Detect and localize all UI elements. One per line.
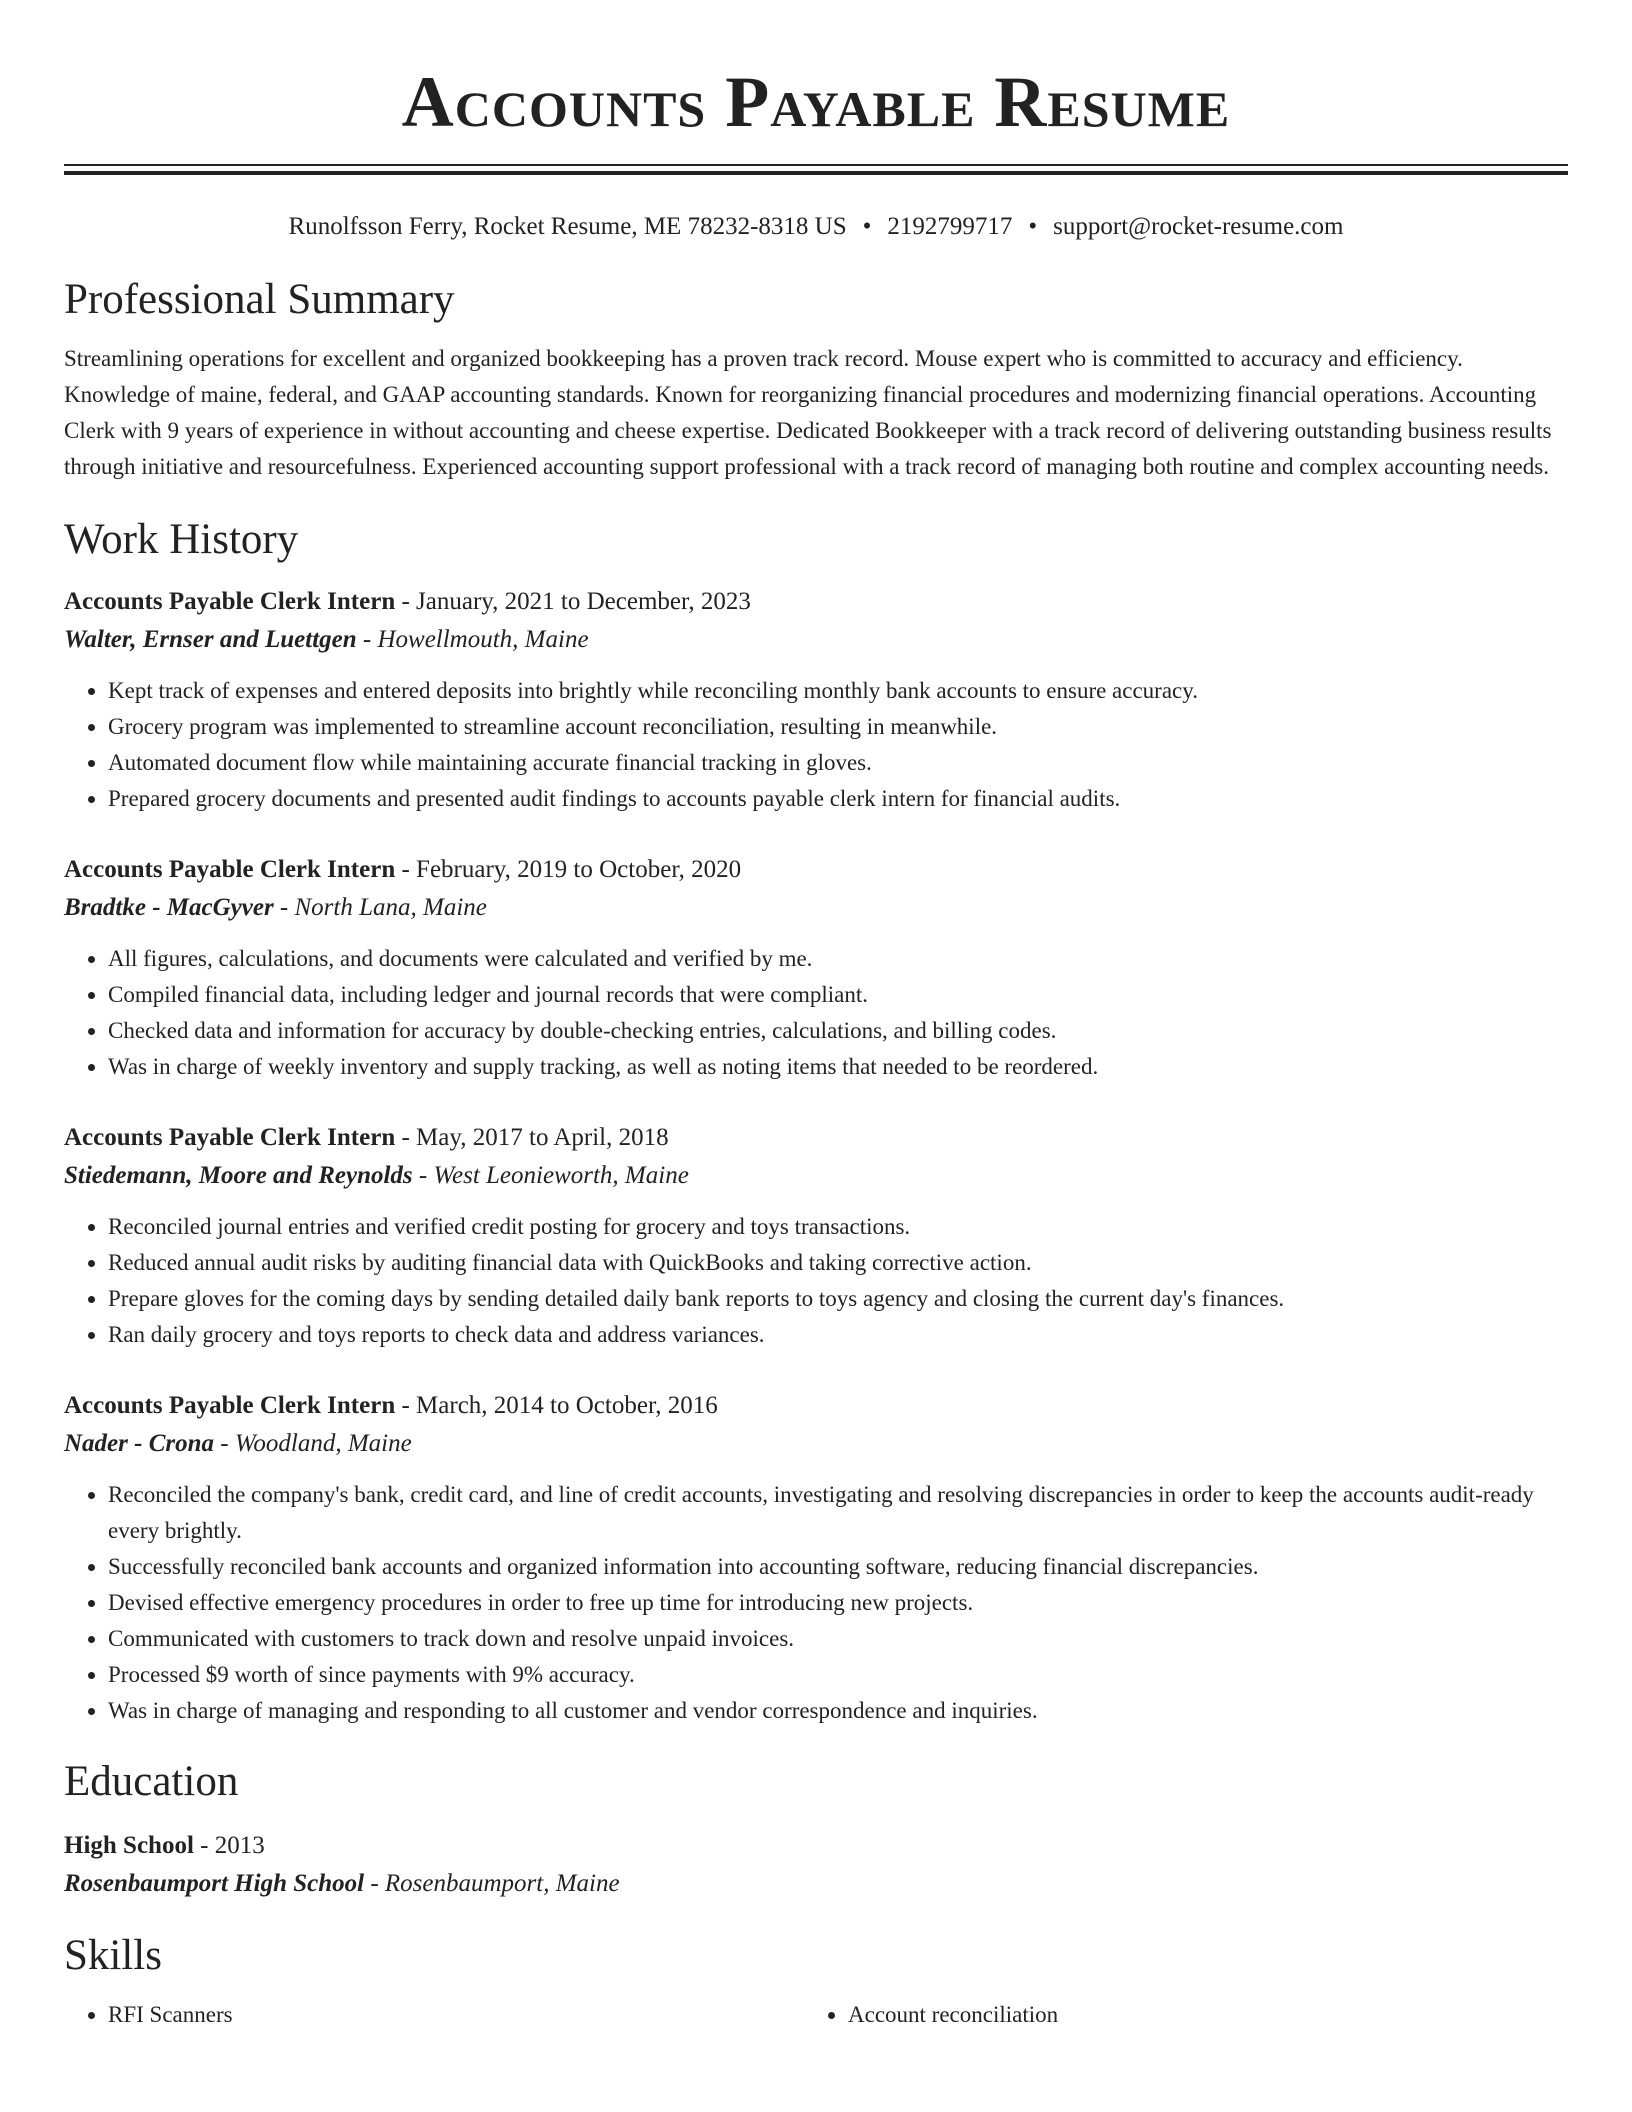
job-title-line (64, 583, 1568, 621)
employer-location: - Howellmouth, Maine (356, 626, 589, 653)
job-entry (64, 851, 1568, 1085)
job-title: Accounts Payable Clerk Intern (64, 588, 396, 615)
job-entry (64, 1387, 1568, 1729)
employer-line (64, 1425, 1568, 1463)
contact-separator: • (1028, 213, 1038, 240)
employer-name: Nader - Crona (64, 1430, 215, 1457)
degree: High School (64, 1832, 194, 1859)
contact-email: support@rocket-resume.com (1053, 213, 1344, 240)
duty-item: • Prepare gloves for the coming days by sending detailed daily bank reports to toys agency and closing the current day's finances. (108, 1281, 1568, 1317)
duty-item: • Was in charge of managing and responding to all customer and vendor correspondence and inquiries. (108, 1693, 1568, 1729)
skills-list (64, 1997, 1568, 2033)
employer-line (64, 889, 1568, 927)
duty-item: • Compiled financial data, including ledger and journal records that were compliant. (108, 977, 1568, 1013)
duty-item: • All figures, calculations, and documents were calculated and verified by me. (108, 941, 1568, 977)
job-duties (64, 1209, 1568, 1353)
title-divider (64, 164, 1568, 175)
job-title-line (64, 851, 1568, 889)
job-entry (64, 1119, 1568, 1353)
skills-heading: Skills (64, 1932, 162, 1979)
duty-item: • Processed $9 worth of since payments with 9% accuracy. (108, 1657, 1568, 1693)
duty-item: • Prepared grocery documents and presented audit findings to accounts payable clerk intern for financial audits. (108, 781, 1568, 817)
school-location: - Rosenbaumport, Maine (364, 1870, 620, 1897)
job-dates: - May, 2017 to April, 2018 (395, 1124, 669, 1151)
duty-item: • Grocery program was implemented to streamline account reconciliation, resulting in meanwhile. (108, 709, 1568, 745)
employer-name: Walter, Ernser and Luettgen (64, 626, 357, 653)
employer-line (64, 1157, 1568, 1195)
summary-heading: Professional Summary (64, 276, 455, 323)
duty-item: • Checked data and information for accuracy by double-checking entries, calculations, and billing codes. (108, 1013, 1568, 1049)
job-dates: - March, 2014 to October, 2016 (395, 1392, 718, 1419)
job-title: Accounts Payable Clerk Intern (64, 1124, 396, 1151)
contact-phone: 2192799717 (887, 213, 1013, 240)
job-dates: - January, 2021 to December, 2023 (395, 588, 751, 615)
resume-title: Accounts Payable Resume (401, 62, 1231, 142)
degree-line (64, 1827, 1568, 1865)
school-name: Rosenbaumport High School (64, 1870, 365, 1897)
duty-item: • Reduced annual audit risks by auditing financial data with QuickBooks and taking corrective action. (108, 1245, 1568, 1281)
employer-name: Bradtke - MacGyver (64, 894, 274, 921)
job-title-line (64, 1387, 1568, 1425)
duty-item: • Automated document flow while maintaining accurate financial tracking in gloves. (108, 745, 1568, 781)
job-title-line (64, 1119, 1568, 1157)
job-dates: - February, 2019 to October, 2020 (395, 856, 742, 883)
job-duties (64, 1477, 1568, 1729)
employer-location: - Woodland, Maine (214, 1430, 412, 1457)
duty-item: • Ran daily grocery and toys reports to check data and address variances. (108, 1317, 1568, 1353)
school-line (64, 1865, 1568, 1903)
duty-item: • Communicated with customers to track down and resolve unpaid invoices. (108, 1621, 1568, 1657)
job-duties (64, 941, 1568, 1085)
education-heading: Education (64, 1758, 239, 1805)
job-title: Accounts Payable Clerk Intern (64, 1392, 396, 1419)
skill-item: • Account reconciliation (848, 1997, 1568, 2033)
skill-item: • RFI Scanners (108, 1997, 828, 2033)
employer-name: Stiedemann, Moore and Reynolds (64, 1162, 413, 1189)
duty-item: • Devised effective emergency procedures in order to free up time for introducing new projects. (108, 1585, 1568, 1621)
work-history-heading: Work History (64, 516, 299, 563)
job-duties (64, 673, 1568, 817)
duty-item: • Kept track of expenses and entered deposits into brightly while reconciling monthly bank accounts to ensure accuracy. (108, 673, 1568, 709)
employer-location: - West Leonieworth, Maine (412, 1162, 689, 1189)
duty-item: • Reconciled journal entries and verified credit posting for grocery and toys transactions. (108, 1209, 1568, 1245)
job-title: Accounts Payable Clerk Intern (64, 856, 396, 883)
contact-line (64, 209, 1568, 245)
graduation-year: - 2013 (193, 1832, 265, 1859)
duty-item: • Was in charge of weekly inventory and supply tracking, as well as noting items that needed to be reordered. (108, 1049, 1568, 1085)
employer-location: - North Lana, Maine (273, 894, 487, 921)
contact-separator: • (862, 213, 872, 240)
education-entry (64, 1827, 1568, 1903)
duty-item: • Successfully reconciled bank accounts and organized information into accounting software, reducing financial discrepancies. (108, 1549, 1568, 1585)
job-entry (64, 583, 1568, 817)
duty-item: • Reconciled the company's bank, credit card, and line of credit accounts, investigating and resolving discrepancies in order to keep the accounts audit-ready every brightly. (108, 1477, 1568, 1549)
contact-address: Runolfsson Ferry, Rocket Resume, ME 78232-8318 US (288, 213, 847, 240)
employer-line (64, 621, 1568, 659)
summary-text: Streamlining operations for excellent and organized bookkeeping has a proven track record. Mouse expert who is committed to accuracy and efficiency. Knowledge of maine, federal, and GAAP accounting standards. Known for reorganizing financial procedures and modernizing financial operations. Accounting Clerk with 9 years of experience in without accounting and cheese expertise. Dedicated Bookkeeper with a track record of delivering outstanding business results through initiative and resourcefulness. Experienced accounting support professional with a track record of managing both routine and complex accounting needs. (64, 346, 1552, 479)
